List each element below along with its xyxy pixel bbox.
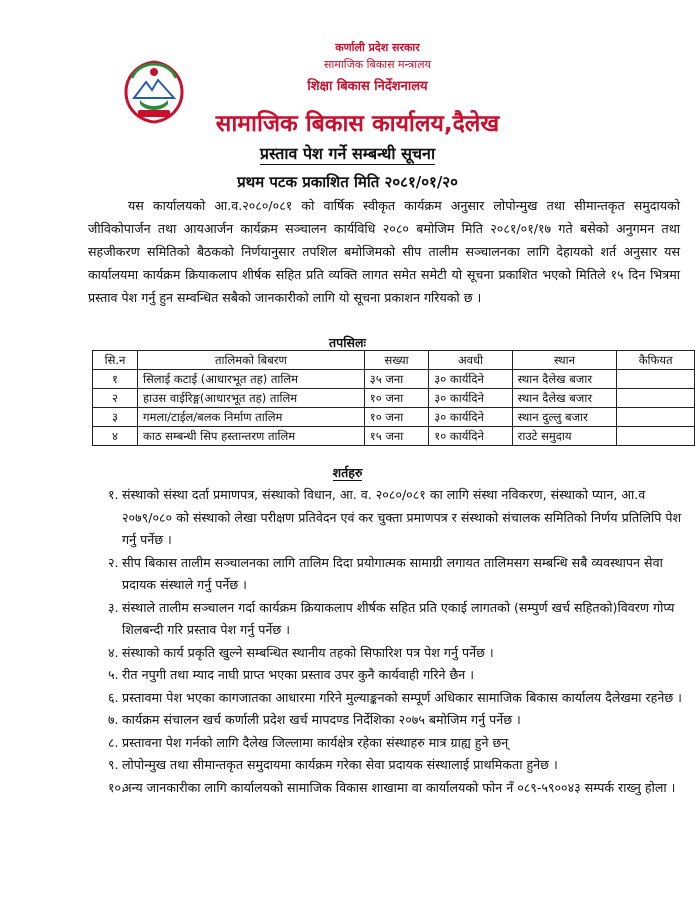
notice-subject-text: प्रस्ताव पेश गर्ने सम्बन्धी सूचना — [259, 144, 436, 163]
cell-count: ३५ जना — [364, 370, 429, 389]
item-text: संस्थाको कार्य प्रकृति खुल्ने सम्बन्धित स्थानीय तहको सिफारिश पत्र पेश गर्नु पर्नेछ । — [122, 644, 494, 660]
cell-location: स्थान दुल्लु बजार — [512, 408, 617, 427]
list-item — [108, 552, 682, 597]
col-sn: सि.न — [93, 351, 138, 370]
cell-description: काठ सम्बन्धी सिप हस्तान्तरण तालिम — [138, 427, 365, 446]
header-government: कर्णाली प्रदेश सरकार — [335, 41, 420, 54]
cell-sn: ३ — [93, 408, 138, 427]
item-text: रीत नपुगी तथा म्याद नाघी प्राप्त भएका प्रस्ताव उपर कुनै कार्यवाही गरिने छैन । — [122, 667, 475, 682]
cell-count: १० जना — [364, 408, 429, 427]
item-number: १०. — [108, 779, 126, 795]
list-item — [108, 597, 682, 642]
cell-remarks — [617, 370, 695, 389]
header-directorate: शिक्षा बिकास निर्देशनालय — [307, 79, 428, 94]
item-number: ४. — [108, 644, 119, 660]
item-text: अन्य जानकारीका लागि कार्यालयको सामाजिक विकास शाखामा वा कार्यालयको फोन नँ ०८९-५९००४३ सम्पर्क राख्नु होला । — [122, 779, 676, 795]
item-text: प्रस्तावना पेश गर्नको लागि दैलेख जिल्लामा कार्यक्षेत्र रहेका संस्थाहरु मात्र ग्राह्य हुने छन् — [122, 734, 509, 750]
item-number: ६. — [108, 689, 119, 705]
item-number: ७. — [108, 712, 119, 727]
conditions-title-text: शर्तहरु — [332, 465, 363, 480]
cell-duration: ३० कार्यदिने — [429, 389, 512, 408]
cell-sn: १ — [93, 370, 138, 389]
cell-remarks — [617, 408, 695, 427]
item-text: कार्यक्रम संचालन खर्च कर्णाली प्रदेश खर्च मापदण्ड निर्देशिका २०७५ बमोजिम गर्नु पर्नेछ । — [122, 712, 521, 727]
cell-location: स्थान दैलेख बजार — [512, 389, 617, 408]
cell-duration: १० कार्यदिने — [429, 427, 512, 446]
notice-body: यस कार्यालयको आ.व.२०८०/०८१ को वार्षिक स्वीकृत कार्यक्रम अनुसार लोपोन्मुख तथा सीमान्तकृत समुदायको जीविकोपार्जन तथा आयआर्जन कार्यक्रम सञ्चालन कार्यविधि २०८० बमोजिम मिति २०८१/०१/१७ गते बसेको अनुगमन तथा सहजीकरण समितिको बैठकको निर्णयानुसार तपशिल बमोजिमको सीप तालीम सञ्चालनका लागि देहायको शर्त अनुसार यस कार्यालयमा कार्यक्रम क्रियाकलाप शीर्षक सहित प्रति व्यक्ति लागत समेत समेटी यो सूचना प्रकाशित भएको मितिले १५ दिन भित्रमा प्रस्ताव पेश गर्नु हुन सम्वन्धित सबैको जानकारीको लागि यो सूचना प्रकाशन गरियको छ । — [88, 198, 680, 305]
item-text: संस्थाको संस्था दर्ता प्रमाणपत्र, संस्थाको विधान, आ. व. २०८०/०८१ का लागि संस्था नविकरण, संस्थाको प्यान, आ.व २०७९/०८० को संस्थाको लेखा परीक्षण प्रतिवेदन एवं कर चुक्ता प्रमाणपत्र र संस्थाको संचालक समितिको निर्णय प्रतिलिपि पेश गर्नु पर्नेछ । — [122, 487, 682, 547]
list-item — [108, 732, 682, 755]
training-schedule-table — [92, 350, 695, 446]
table-row — [93, 389, 695, 408]
notice-subject — [0, 142, 695, 164]
table-header-row — [93, 351, 695, 370]
cell-remarks — [617, 389, 695, 408]
cell-description: सिलाई कटाई (आधारभूत तह) तालिम — [138, 370, 365, 389]
header-ministry: सामाजिक बिकास मन्त्रालय — [324, 58, 431, 71]
conditions-list — [90, 484, 682, 799]
cell-count: १५ जना — [364, 427, 429, 446]
cell-description: गमला/टाईल/बलक निर्माण तालिम — [138, 408, 365, 427]
item-text: लोपोन्मुख तथा सीमान्तकृत समुदायमा कार्यक्रम गरेका सेवा प्रदायक संस्थालाई प्राथमिकता हुनेछ । — [122, 757, 558, 772]
office-title: सामाजिक बिकास कार्यालय,दैलेख — [215, 111, 500, 137]
item-number: २. — [108, 554, 119, 570]
schedule-title — [0, 334, 695, 351]
list-item — [108, 754, 682, 777]
item-text: प्रस्तावमा पेश भएका कागजातका आधारमा गरिने मुल्याङ्कनको सम्पूर्ण अधिकार सामाजिक बिकास कार्यालय दैलेखमा रहनेछ । — [122, 689, 682, 705]
item-text: संस्थाले तालीम सञ्चालन गर्दा कार्यक्रम क्रियाकलाप शीर्षक सहित प्रति एकाई लागतको (सम्पुर्ण खर्च सहितको)विवरण गोप्य शिलबन्दी गरि प्रस्ताव पेश गर्नु पर्नेछ । — [122, 599, 675, 637]
list-item — [108, 484, 682, 552]
publication-date: प्रथम पटक प्रकाशित मिति २०८१/०१/२० — [237, 173, 458, 191]
conditions-title — [0, 464, 695, 481]
schedule-title-text: तपसिलः — [329, 335, 366, 350]
cell-duration: ३० कार्यदिने — [429, 370, 512, 389]
list-item — [108, 664, 682, 687]
col-count: सख्या — [364, 351, 429, 370]
item-number: ८. — [108, 734, 119, 750]
item-number: ९. — [108, 757, 119, 772]
cell-sn: ४ — [93, 427, 138, 446]
cell-sn: २ — [93, 389, 138, 408]
cell-description: हाउस वाईरिङ्ग(आधारभूत तह) तालिम — [138, 389, 365, 408]
list-item — [108, 642, 682, 665]
cell-location: राउटे समुदाय — [512, 427, 617, 446]
item-number: ५. — [108, 667, 119, 682]
table-row — [93, 370, 695, 389]
col-location: स्थान — [512, 351, 617, 370]
cell-count: १० जना — [364, 389, 429, 408]
table-row — [93, 408, 695, 427]
item-number: ३. — [108, 599, 119, 615]
col-remarks: कैफियत — [617, 351, 695, 370]
cell-remarks — [617, 427, 695, 446]
list-item — [108, 709, 682, 732]
table-row — [93, 427, 695, 446]
item-text: सीप बिकास तालीम सञ्चालनका लागि तालिम दिदा प्रयोगात्मक सामाग्री लगायत तालिमसग सम्बन्धि सबै व्यवस्थापन सेवा प्रदायक संस्थाले गर्नु पर्नेछ । — [122, 554, 663, 592]
item-number: १. — [108, 487, 119, 502]
list-item — [108, 777, 682, 800]
col-duration: अवधी — [429, 351, 512, 370]
cell-duration: ३० कार्यदिने — [429, 408, 512, 427]
list-item — [108, 687, 682, 710]
col-description: तालिमको बिबरण — [138, 351, 365, 370]
cell-location: स्थान दैलेख बजार — [512, 370, 617, 389]
